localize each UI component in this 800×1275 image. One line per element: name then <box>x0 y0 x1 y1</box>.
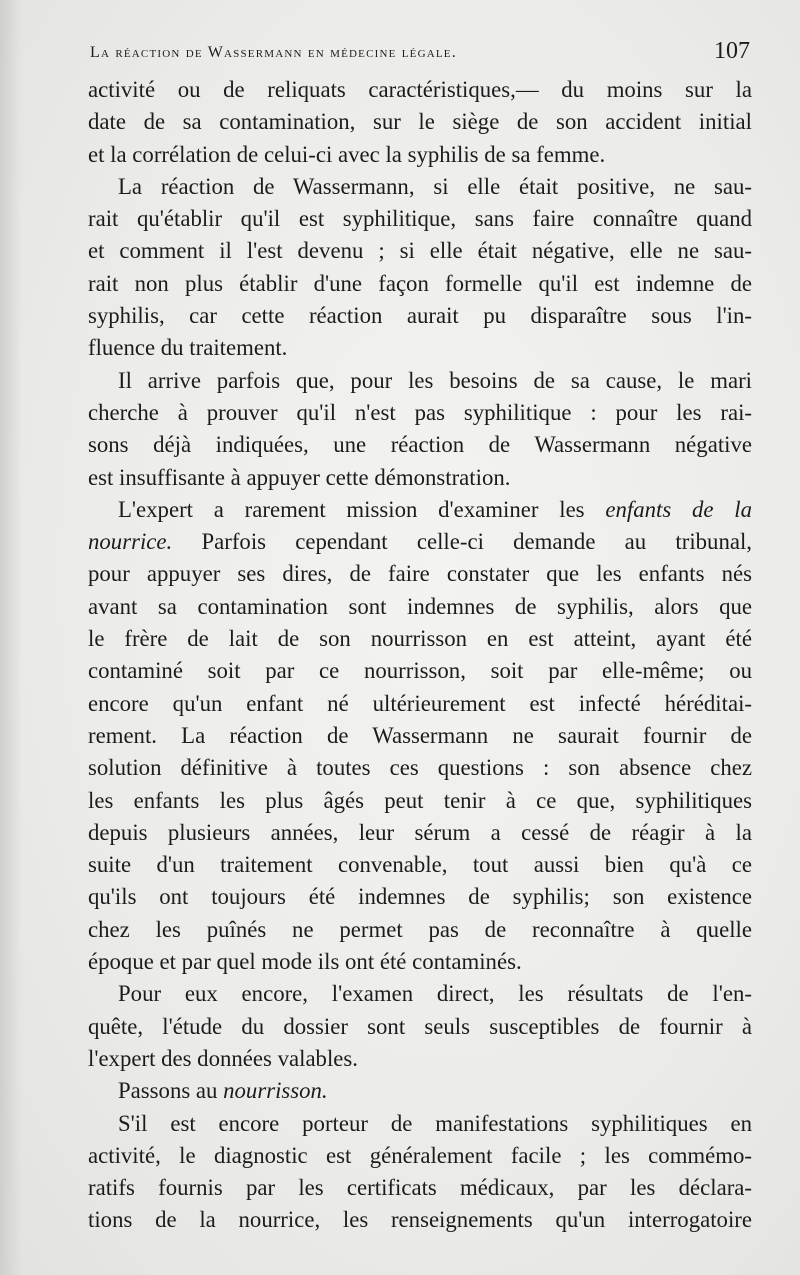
line-text: tions de la nourrice, les renseignements qu'un interrogatoire <box>88 1207 752 1233</box>
text-line <box>88 1043 752 1075</box>
page-number: 107 <box>714 38 750 64</box>
line-text: S'il est encore porteur de manifestations syphilitiques en <box>118 1110 752 1136</box>
text-line <box>88 235 752 267</box>
text-line <box>88 171 752 203</box>
text-line <box>88 817 752 849</box>
italic-text: nourrice. <box>88 529 173 555</box>
italic-text: nourrisson. <box>223 1078 328 1104</box>
line-text: L'expert a rarement mission d'examiner les <box>118 496 606 522</box>
text-line <box>88 139 752 171</box>
text-line <box>88 914 752 946</box>
line-text: pour appuyer ses dires, de faire constater que les enfants nés <box>88 561 752 587</box>
text-line <box>88 526 752 558</box>
text-line <box>88 1204 752 1236</box>
line-text: sons déjà indiquées, une réaction de Wassermann négative <box>88 432 752 458</box>
line-text: depuis plusieurs années, leur sérum a cessé de réagir à la <box>88 819 752 845</box>
text-line <box>88 623 752 655</box>
line-text: solution définitive à toutes ces questions : son absence chez <box>88 755 752 781</box>
text-line <box>88 1011 752 1043</box>
line-text: contaminé soit par ce nourrisson, soit par elle-même; ou <box>88 658 752 684</box>
line-text: et comment il l'est devenu ; si elle était négative, elle ne sau- <box>88 238 752 264</box>
text-line <box>88 785 752 817</box>
italic-text: enfants de la <box>605 496 752 522</box>
text-line <box>88 300 752 332</box>
page-gutter-shadow <box>0 0 22 1275</box>
line-text: syphilis, car cette réaction aurait pu disparaître sous l'in- <box>88 303 752 329</box>
line-text: Pour eux encore, l'examen direct, les résultats de l'en- <box>118 981 752 1007</box>
line-text: Parfois cependant celle-ci demande au tribunal, <box>172 529 752 555</box>
line-text: rement. La réaction de Wassermann ne saurait fournir de <box>88 722 752 748</box>
text-line <box>88 429 752 461</box>
text-line <box>88 1108 752 1140</box>
text-line <box>88 365 752 397</box>
text-line <box>88 397 752 429</box>
line-text: chez les puînés ne permet pas de reconnaître à quelle <box>88 916 752 942</box>
text-line <box>88 203 752 235</box>
line-text: Passons au <box>118 1078 224 1104</box>
text-line <box>88 494 752 526</box>
text-line <box>88 946 752 978</box>
text-line <box>88 74 752 106</box>
text-line <box>88 655 752 687</box>
text-line <box>88 332 752 364</box>
line-text: cherche à prouver qu'il n'est pas syphilitique : pour les rai- <box>88 399 752 425</box>
line-text: l'expert des données valables. <box>88 1045 358 1071</box>
line-text: le frère de lait de son nourrisson en est atteint, ayant été <box>88 626 752 652</box>
line-text: les enfants les plus âgés peut tenir à ce que, syphilitiques <box>88 787 752 813</box>
text-line <box>88 752 752 784</box>
text-line <box>88 1140 752 1172</box>
line-text: activité, le diagnostic est généralement facile ; les commémo- <box>88 1142 752 1168</box>
body-text <box>88 74 752 1237</box>
text-line <box>88 558 752 590</box>
text-line <box>88 268 752 300</box>
line-text: fluence du traitement. <box>88 335 288 361</box>
text-line <box>88 1075 752 1107</box>
line-text: La réaction de Wassermann, si elle était positive, ne sau- <box>118 173 752 199</box>
line-text: Il arrive parfois que, pour les besoins de sa cause, le mari <box>118 367 752 393</box>
text-line <box>88 106 752 138</box>
line-text: activité ou de reliquats caractéristiques,— du moins sur la <box>88 77 752 102</box>
line-text: et la corrélation de celui-ci avec la syphilis de sa femme. <box>88 141 606 167</box>
text-line <box>88 881 752 913</box>
text-line <box>88 591 752 623</box>
line-text: rait non plus établir d'une façon formelle qu'il est indemne de <box>88 270 752 296</box>
line-text: avant sa contamination sont indemnes de syphilis, alors que <box>88 593 752 619</box>
text-line <box>88 688 752 720</box>
text-line <box>88 720 752 752</box>
line-text: date de sa contamination, sur le siège de son accident initial <box>88 109 752 135</box>
running-header <box>90 36 750 70</box>
line-text: rait qu'établir qu'il est syphilitique, sans faire connaître quand <box>88 206 752 232</box>
text-line <box>88 978 752 1010</box>
text-line <box>88 849 752 881</box>
line-text: suite d'un traitement convenable, tout aussi bien qu'à ce <box>88 852 752 878</box>
line-text: quête, l'étude du dossier sont seuls susceptibles de fournir à <box>88 1013 752 1039</box>
running-title: La réaction de Wassermann en médecine légale. <box>90 44 457 61</box>
text-line <box>88 462 752 494</box>
text-line <box>88 1172 752 1204</box>
line-text: qu'ils ont toujours été indemnes de syphilis; son existence <box>88 884 752 910</box>
line-text: époque et par quel mode ils ont été contaminés. <box>88 949 522 975</box>
line-text: ratifs fournis par les certificats médicaux, par les déclara- <box>88 1175 752 1201</box>
line-text: est insuffisante à appuyer cette démonstration. <box>88 464 511 490</box>
line-text: encore qu'un enfant né ultérieurement est infecté héréditai- <box>88 690 752 716</box>
